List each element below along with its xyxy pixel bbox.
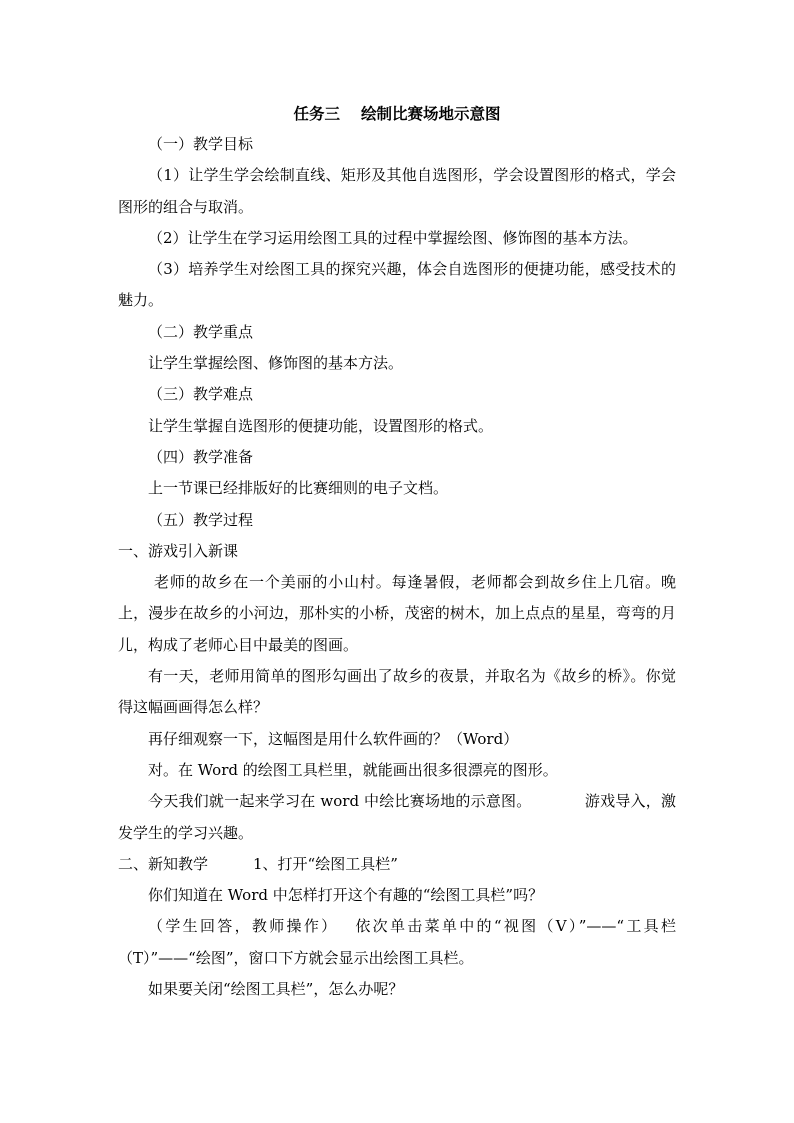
toolbar-steps-paragraph: （学生回答，教师操作） 依次单击菜单中的“视图（V）”——“工具栏（T）”——“绘图”，窗口下方就会显示出绘图工具栏。 xyxy=(118,917,676,967)
section-heading-process: （五）教学过程 xyxy=(148,510,254,529)
close-toolbar-paragraph: 如果要关闭“绘图工具栏”，怎么办呢？ xyxy=(148,980,404,999)
document-page xyxy=(118,98,676,1005)
objective-paragraph-2: （2）让学生在学习运用绘图工具的过程中掌握绘图、修饰图的基本方法。 xyxy=(148,228,638,247)
objective-paragraph-3: （3）培养学生对绘图工具的探究兴趣，体会自选图形的便捷功能，感受技术的魅力。 xyxy=(118,260,676,310)
lesson-intro-paragraph: 今天我们就一起来学习在 word 中绘比赛场地的示意图。 游戏导入，激发学生的学习兴趣。 xyxy=(118,792,676,842)
story-paragraph: 老师的故乡在一个美丽的小山村。每逢暑假，老师都会到故乡住上几宿。晚上，漫步在故乡的小河边，那朴实的小桥，茂密的树木，加上点点的星星，弯弯的月儿，构成了老师心目中最美的图画。 xyxy=(118,573,676,654)
key-points-paragraph: 让学生掌握绘图、修饰图的基本方法。 xyxy=(148,354,404,373)
answer-paragraph: 对。在 Word 的绘图工具栏里，就能画出很多很漂亮的图形。 xyxy=(148,760,558,779)
objective-paragraph-1: （1）让学生学会绘制直线、矩形及其他自选图形，学会设置图形的格式，学会图形的组合与取消。 xyxy=(118,166,676,216)
document-title: 任务三 绘制比赛场地示意图 xyxy=(293,104,501,123)
preparation-paragraph: 上一节课已经排版好的比赛细则的电子文档。 xyxy=(148,479,449,498)
section-heading-preparation: （四）教学准备 xyxy=(148,447,254,466)
section-heading-objectives: （一）教学目标 xyxy=(148,135,254,153)
part-heading-game-intro: 一、游戏引入新课 xyxy=(118,541,239,560)
section-heading-difficulties: （三）教学难点 xyxy=(148,385,254,404)
drawing-paragraph: 有一天，老师用简单的图形勾画出了故乡的夜景，并取名为《故乡的桥》。你觉得这幅画画得怎么样？ xyxy=(118,667,676,717)
difficulties-paragraph: 让学生掌握自选图形的便捷功能，设置图形的格式。 xyxy=(148,416,494,435)
section-heading-key-points: （二）教学重点 xyxy=(148,322,254,341)
part-heading-new-knowledge: 二、新知教学 1、打开“绘图工具栏” xyxy=(118,854,398,873)
question-paragraph: 再仔细观察一下，这幅图是用什么软件画的？（Word） xyxy=(148,729,519,748)
toolbar-question-paragraph: 你们知道在 Word 中怎样打开这个有趣的“绘图工具栏”吗？ xyxy=(148,886,544,905)
